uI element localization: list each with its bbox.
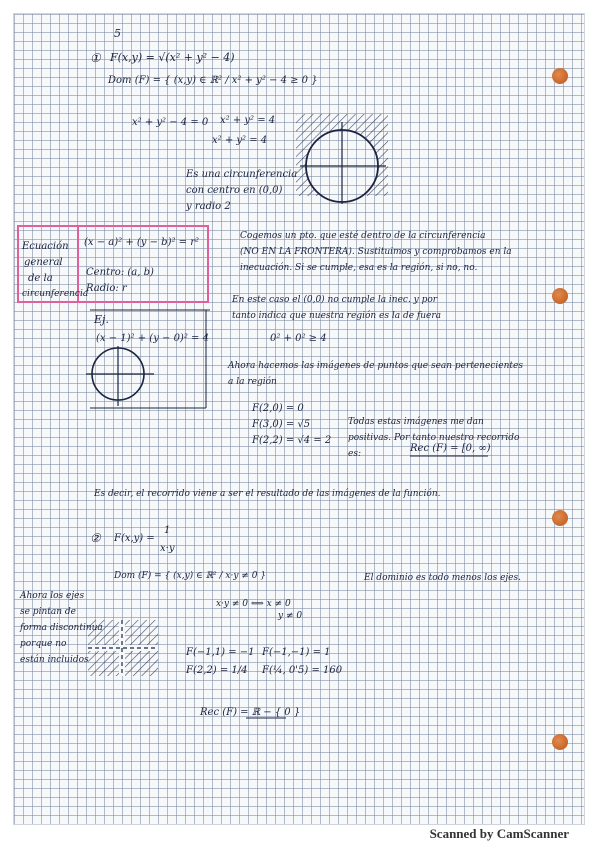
exercise-1-domain: Dom (F) = { (x,y) ∈ ℝ² / x² + y² − 4 ≥ 0 } (108, 75, 318, 86)
images-result-2: positivas. Por tanto nuestro recorrido (348, 433, 520, 443)
scanner-footer: Scanned by CamScanner (429, 826, 569, 841)
value-4: F(¼, 0'5) = 160 (262, 665, 343, 676)
images-text-1: Ahora hacemos las imágenes de puntos que sean pertenecientes (228, 361, 523, 371)
value-1: F(−1,1) = −1 (186, 647, 255, 658)
range-result-1: Rec (F) = [0, ∞) (410, 443, 491, 454)
exercise-2-number: ② (90, 531, 101, 545)
box-equation: (x − a)² + (y − b)² = r² (84, 237, 200, 248)
exercise-2-side-1: Ahora los ejes (20, 591, 85, 601)
side-note-4: circunferencia (22, 289, 89, 299)
side-note-2: general (24, 257, 63, 268)
notebook-sheet (14, 14, 584, 824)
box-radius: Radio: r (86, 283, 127, 294)
value-2: F(−1,−1) = 1 (262, 647, 331, 658)
exercise-2-domain: Dom (F) = { (x,y) ∈ ℝ² / x·y ≠ 0 } (114, 571, 267, 581)
exercise-1-function: F(x,y) = √(x² + y² − 4) (110, 51, 235, 64)
example-mark: Ej. (94, 313, 109, 326)
image-value-3: F(2,2) = √4 = 2 (252, 435, 332, 446)
right-text-6: 0² + 0² ≥ 4 (270, 333, 327, 344)
image-value-1: F(2,0) = 0 (252, 403, 304, 414)
exercise-2-condition-2: y ≠ 0 (278, 611, 303, 621)
right-text-5: tanto indica que nuestra región es la de fuera (232, 311, 442, 321)
value-3: F(2,2) = 1/4 (186, 665, 248, 676)
box-center: Centro: (a, b) (86, 267, 154, 278)
range-result-2: Rec (F) = ℝ − { 0 } (200, 707, 301, 718)
circle-note-3: y radio 2 (186, 201, 231, 212)
top-mark: 5 (114, 27, 121, 40)
right-text-2: (NO EN LA FRONTERA). Sustituimos y comprobamos en la (240, 247, 512, 257)
image-value-2: F(3,0) = √5 (252, 419, 311, 430)
equation-b: x² + y² = 4 (220, 115, 276, 126)
exercise-2-condition-1: x·y ≠ 0 ⟺ x ≠ 0 (216, 599, 291, 609)
exercise-2-side-2: se pintan de (20, 607, 76, 617)
equation-a: x² + y² − 4 = 0 (132, 117, 209, 128)
right-text-1: Cogemos un pto. que esté dentro de la circunferencia (240, 231, 486, 241)
images-text-2: a la región (228, 377, 277, 387)
exercise-2-side-5: están incluidos (20, 655, 89, 665)
images-result-1: Todas estas imágenes me dan (348, 417, 484, 427)
equation-c: x² + y² = 4 (212, 135, 268, 146)
exercise-2-function-lhs: F(x,y) = (114, 533, 155, 544)
exercise-2-denominator: x·y (160, 543, 175, 554)
exercise-2-numerator: 1 (164, 525, 171, 536)
right-text-4: En este caso el (0,0) no cumple la inec. y por (232, 295, 438, 305)
exercise-2-side-3: forma discontinua (20, 623, 103, 633)
circle-sketch (296, 114, 388, 204)
side-note-3: de la (28, 273, 53, 284)
exercise-2-side-4: porque no (20, 639, 67, 649)
conclusion-text: Es decir, el recorrido viene a ser el resultado de las imágenes de la función. (94, 489, 441, 499)
side-note-1: Ecuación (22, 241, 69, 252)
exercise-1-number: ① (90, 51, 101, 65)
images-result-3: es: (348, 449, 361, 459)
example-equation: (x − 1)² + (y − 0)² = 4 (96, 333, 209, 344)
circle-note-2: con centro en (0,0) (186, 185, 283, 196)
exercise-2-note: El dominio es todo menos los ejes. (364, 573, 521, 583)
right-text-3: inecuación. Si se cumple, esa es la región, si no, no. (240, 263, 478, 273)
circle-note-1: Es una circunferencia (186, 169, 298, 180)
